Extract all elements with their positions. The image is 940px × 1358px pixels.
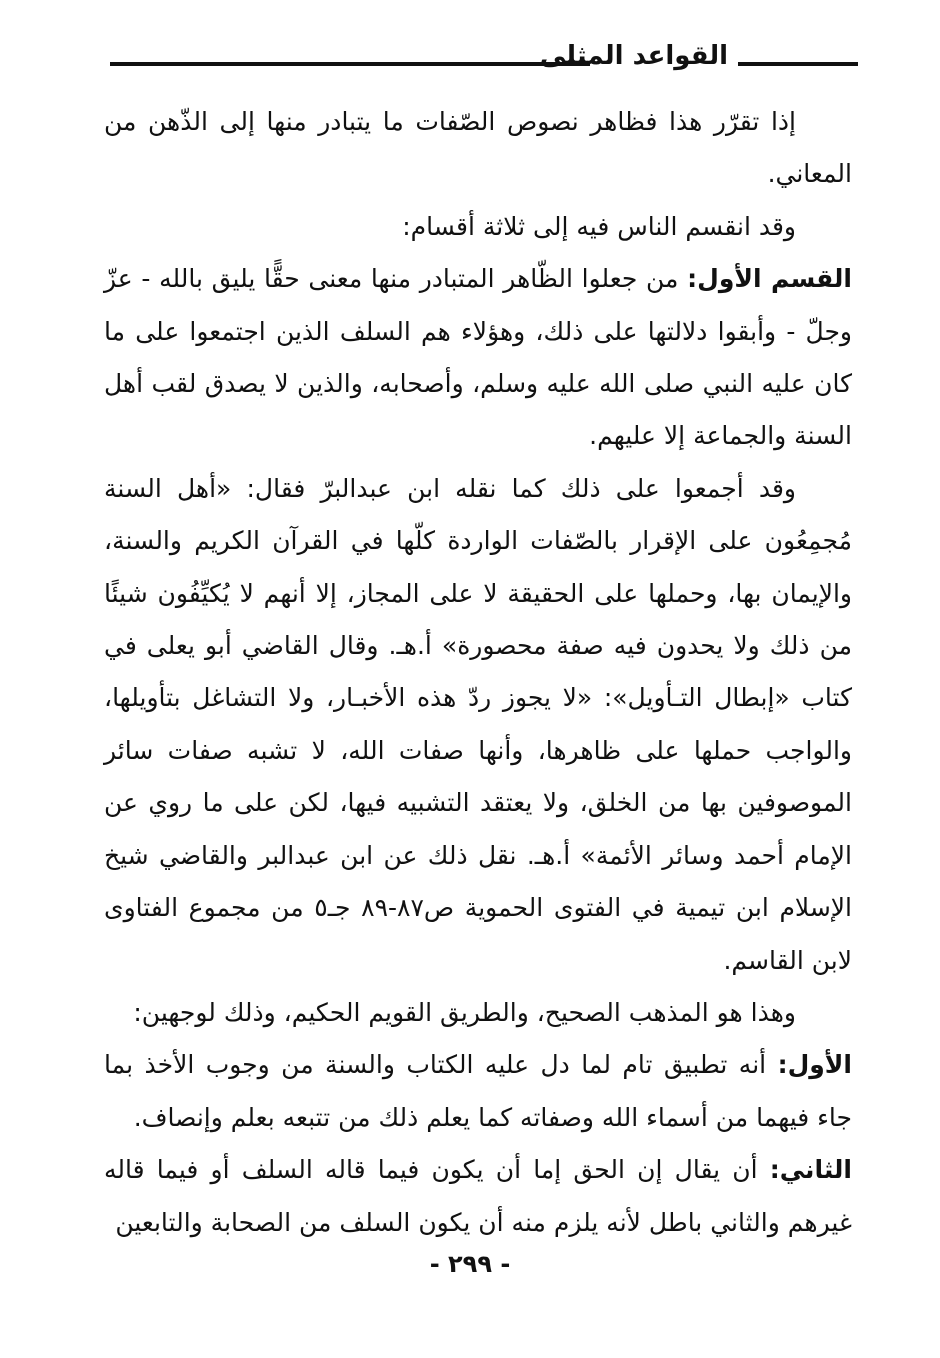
page-header	[110, 38, 858, 78]
section-term: القسم الأول:	[687, 264, 852, 294]
paragraph: وقد انقسم الناس فيه إلى ثلاثة أقسام:	[402, 211, 796, 241]
section-term: الأول:	[777, 1050, 852, 1080]
paragraph: وقد أجمعوا على ذلك كما نقله ابن عبدالبرّ فقال: «أهل السنة مُجمِعُون على الإقرار بالصّفات الواردة كلّها في القرآن الكريم والسنة، والإيمان بها، وحملها على الحقيقة لا على المجاز، إلا أنهم لا يُكيِّفُون شيئًا من ذلك ولا يحدون فيه صفة محصورة» أ.هـ. وقال القاضي أبو يعلى في كتاب «إبطال التـأويل»: «لا يجوز ردّ هذه الأخبـار، ولا التشاغل بتأويلها، والواجب حملها على ظاهرها، وأنها صفات الله، لا تشبه صفات سائر الموصوفين بها من الخلق، ولا يعتقد التشبيه فيها، لكن على ما روي عن الإمام أحمد وسائر الأئمة» أ.هـ. نقل ذلك عن ابن عبدالبر والقاضي شيخ الإسلام ابن تيمية في الفتوى الحموية ص٨٧-٨٩ جـ٥ من مجموع الفتاوى لابن القاسم.	[104, 473, 852, 975]
paragraph-text: أن يقال إن الحق إما أن يكون فيما قاله السلف أو فيما قاله غيرهم والثاني باطل لأنه يلزم منه أن يكون السلف من الصحابة والتابعين	[104, 1155, 852, 1237]
paragraph: وهذا هو المذهب الصحيح، والطريق القويم الحكيم، وذلك لوجهين:	[133, 997, 796, 1027]
header-rule-right	[738, 62, 858, 66]
header-rule-left	[110, 62, 590, 66]
page-number: - ٢٩٩ -	[429, 1250, 511, 1278]
paragraph: إذا تقرّر هذا فظاهر نصوص الصّفات ما يتبادر منها إلى الذّهن من المعاني.	[104, 107, 852, 189]
paragraph-text: أنه تطبيق تام لما دل عليه الكتاب والسنة من وجوب الأخذ بما جاء فيهما من أسماء الله وصفاته كما يعلم ذلك من تتبعه بعلم وإنصاف.	[104, 1050, 852, 1132]
running-title: القواعد المثلى	[539, 41, 728, 71]
paragraph-text: من جعلوا الظّاهر المتبادر منها معنى حقًّا يليق بالله - عزّ وجلّ - وأبقوا دلالتها على ذلك، وهؤلاء هم السلف الذين اجتمعوا على ما كان عليه النبي صلى الله عليه وسلم، وأصحابه، والذين لا يصدق لقب أهل السنة والجماعة إلا عليهم.	[104, 264, 852, 451]
paragraph	[104, 253, 852, 463]
page-body	[104, 96, 852, 1249]
section-term: الثاني:	[769, 1155, 852, 1185]
paragraph	[104, 1144, 852, 1249]
paragraph	[104, 1039, 852, 1144]
